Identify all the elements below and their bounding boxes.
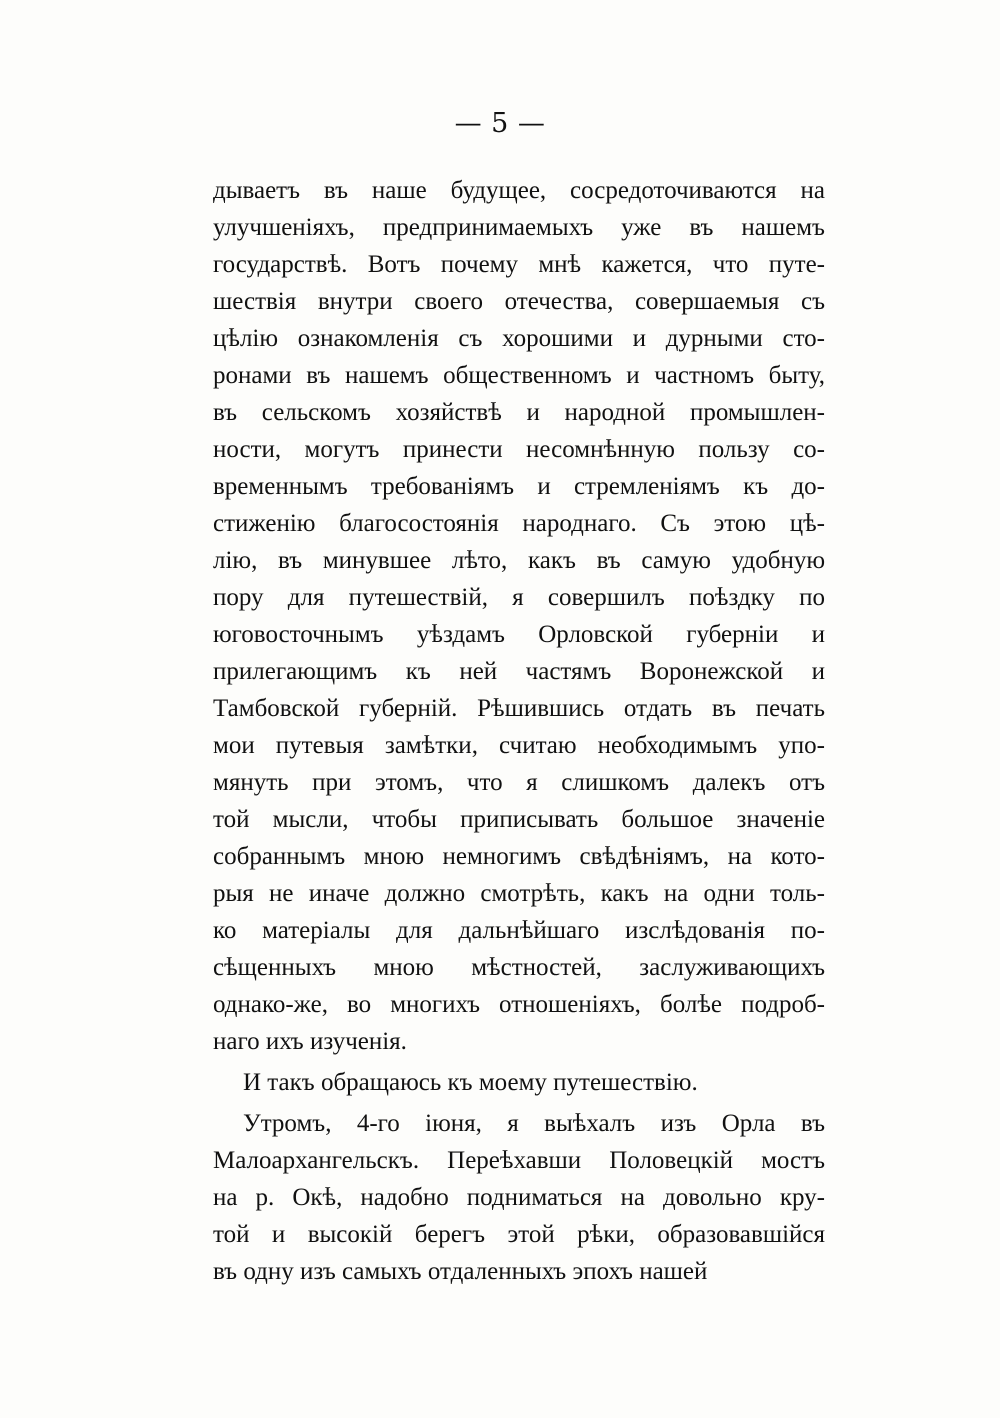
text-line: мянуть при этомъ, что я слишкомъ далекъ отъ [213,769,825,796]
text-line: И такъ обращаюсь къ моему путешествiю. [243,1069,698,1096]
text-line: Тамбовской губернiй. Рѣшившись отдать въ печать [213,695,825,722]
text-line: прилегающимъ къ ней частямъ Воронежской и [213,658,825,685]
text-line: мои путевыя замѣтки, считаю необходимымъ упо- [213,732,825,759]
text-line: стиженiю благосостоянiя народнаго. Съ этою цѣ- [213,510,825,537]
text-line: собраннымъ мною немногимъ свѣдѣнiямъ, на кото- [213,843,825,870]
body-text [213,172,825,1290]
text-line: пору для путешествiй, я совершилъ поѣздку по [213,584,825,611]
text-line: рыя не иначе должно смотрѣть, какъ на одни толь- [213,880,825,907]
text-line: Утромъ, 4-го iюня, я выѣхалъ изъ Орла въ [243,1110,825,1137]
text-line: въ сельскомъ хозяйствѣ и народной промышлен- [213,399,825,426]
text-line: наго ихъ изученiя. [213,1028,407,1055]
text-line: Малоархангельскъ. Переѣхавши Половецкiй мостъ [213,1147,825,1174]
text-line: ронами въ нашемъ общественномъ и частномъ быту, [213,362,825,389]
text-line: той и высокiй берегъ этой рѣки, образовавшiйся [213,1221,825,1248]
text-line: на р. Окѣ, надобно подниматься на довольно кру- [213,1184,825,1211]
text-line: улучшенiяхъ, предпринимаемыхъ уже въ нашемъ [213,214,825,241]
text-line: сѣщенныхъ мною мѣстностей, заслуживающихъ [213,954,825,981]
text-line: однако-же, во многихъ отношенiяхъ, болѣе подроб- [213,991,825,1018]
text-line: ности, могутъ принести несомнѣнную пользу со- [213,436,825,463]
text-line: юговосточнымъ уѣздамъ Орловской губернiи и [213,621,825,648]
page-number: — 5 — [454,108,546,139]
text-line: лiю, въ минувшее лѣто, какъ въ самую удобную [213,547,825,574]
paragraph-2 [213,1064,825,1101]
text-line: цѣлiю ознакомленiя съ хорошими и дурными сто- [213,325,825,352]
text-line: въ одну изъ самыхъ отдаленныхъ эпохъ нашей [213,1258,708,1285]
text-line: той мысли, чтобы приписывать большое значенiе [213,806,825,833]
paragraph-3 [213,1105,825,1290]
paragraph-1 [213,172,825,1060]
text-line: шествiя внутри своего отечества, совершаемыя съ [213,288,825,315]
text-line: государствѣ. Вотъ почему мнѣ кажется, что путе- [213,251,825,278]
text-line: временнымъ требованiямъ и стремленiямъ къ до- [213,473,825,500]
text-line: ко матерiалы для дальнѣйшаго изслѣдованiя по- [213,917,825,944]
text-line: дываетъ въ наше будущее, сосредоточиваются на [213,177,825,204]
